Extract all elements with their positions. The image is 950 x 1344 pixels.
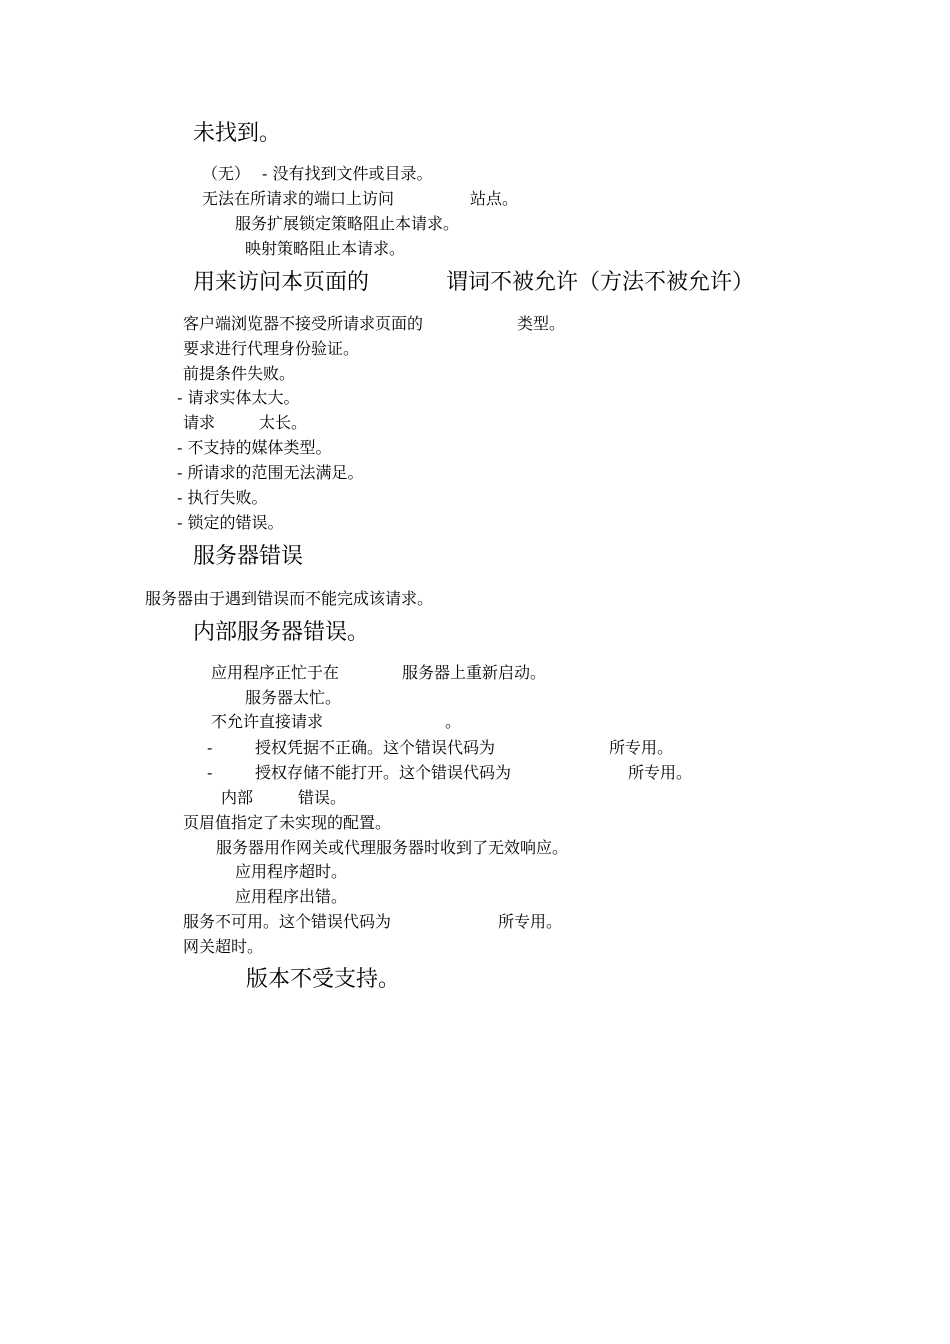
status-description: 要求进行代理身份验证。: [183, 339, 360, 358]
status-description: 。: [445, 712, 462, 731]
status-description: -: [207, 738, 213, 757]
status-description: - 不支持的媒体类型。: [177, 438, 332, 457]
status-description: 无法在所请求的端口上访问: [202, 189, 395, 208]
status-description: 所专用。: [498, 912, 563, 931]
status-description: - 没有找到文件或目录。: [262, 164, 433, 183]
status-description: -: [207, 763, 213, 782]
status-description: 服务器用作网关或代理服务器时收到了无效响应。: [216, 838, 569, 857]
status-description: 所专用。: [609, 738, 674, 757]
status-description: 应用程序出错。: [235, 887, 348, 906]
status-description: 所专用。: [628, 763, 693, 782]
status-description: 太长。: [259, 413, 308, 432]
status-description: 内部: [221, 788, 254, 807]
status-description: 服务扩展锁定策略阻止本请求。: [235, 214, 460, 233]
heading-not-found: 未找到。: [193, 121, 282, 146]
status-description: 站点。: [470, 189, 519, 208]
status-description: 错误。: [298, 788, 347, 807]
status-description: 网关超时。: [183, 937, 264, 956]
heading-method-not-allowed: 谓词不被允许（方法不被允许）: [446, 270, 755, 295]
status-description: - 请求实体太大。: [177, 388, 300, 407]
status-description: 客户端浏览器不接受所请求页面的: [183, 314, 424, 333]
status-description: （无）: [202, 164, 251, 183]
status-description: 应用程序正忙于在: [211, 663, 340, 682]
status-description: - 锁定的错误。: [177, 513, 284, 532]
heading-server-error: 服务器错误: [193, 544, 304, 569]
heading-version-not-supported: 版本不受支持。: [246, 967, 401, 992]
heading-method-not-allowed: 用来访问本页面的: [193, 270, 370, 295]
status-description: 前提条件失败。: [183, 364, 296, 383]
status-description: 请求: [183, 413, 216, 432]
status-description: 页眉值指定了未实现的配置。: [183, 813, 392, 832]
status-description: 服务不可用。这个错误代码为: [183, 912, 392, 931]
status-description: 服务器太忙。: [245, 688, 342, 707]
status-description: 应用程序超时。: [235, 862, 348, 881]
section-description: 服务器由于遇到错误而不能完成该请求。: [145, 589, 434, 608]
status-description: 映射策略阻止本请求。: [245, 239, 406, 258]
status-description: - 执行失败。: [177, 488, 268, 507]
heading-internal-server-error: 内部服务器错误。: [193, 620, 370, 645]
status-description: - 所请求的范围无法满足。: [177, 463, 364, 482]
status-description: 不允许直接请求: [211, 712, 324, 731]
status-description: 授权存储不能打开。这个错误代码为: [255, 763, 512, 782]
status-description: 类型。: [517, 314, 566, 333]
status-description: 授权凭据不正确。这个错误代码为: [255, 738, 496, 757]
status-description: 服务器上重新启动。: [402, 663, 547, 682]
